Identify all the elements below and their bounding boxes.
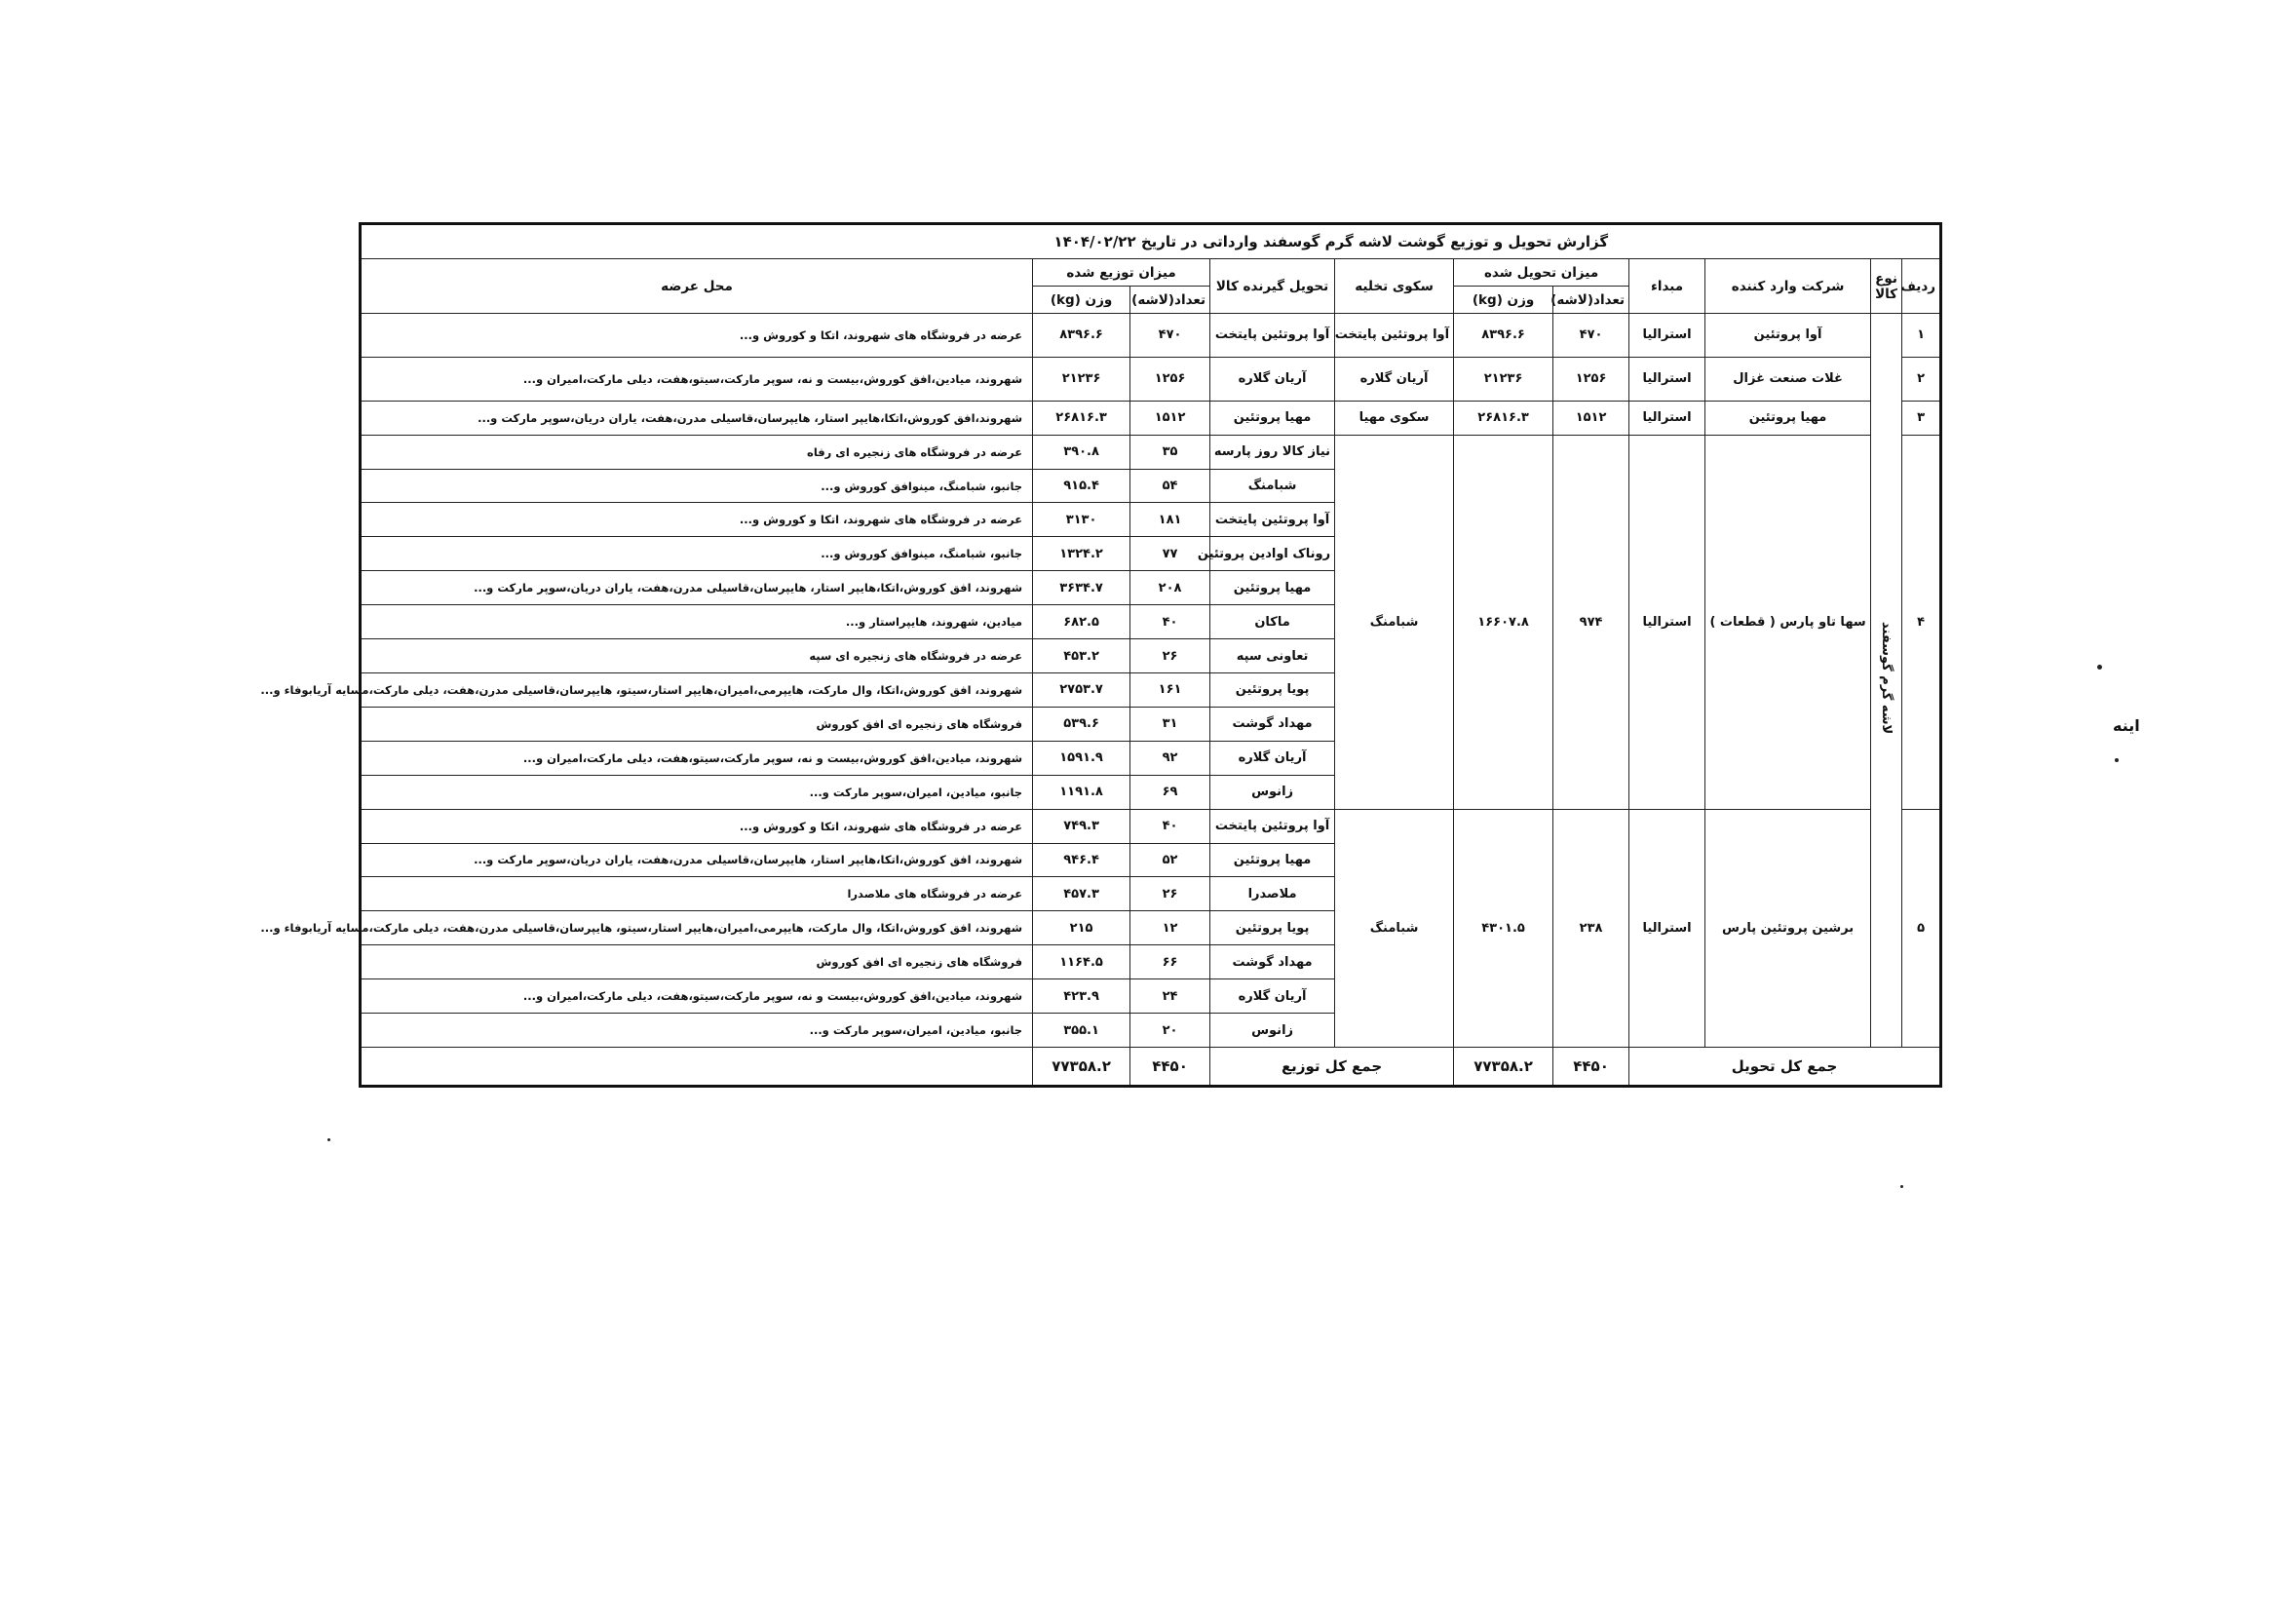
total-distributed-weight: ۷۷۳۵۸.۲ (1033, 1048, 1130, 1087)
header-delivered-count: تعداد(لاشه) (1553, 287, 1629, 314)
cell-importer: برشین پروتئین پارس (1705, 809, 1871, 1047)
cell-importer: سها تاو پارس ( قطعات ) (1705, 435, 1871, 809)
cell-place: شهروند، افق کوروش،اتکا،هایپر استار، هایپرسان،قاسیلی مدرن،هفت، یاران دریان،سوپر مارکت و... (361, 571, 1033, 605)
cell-receiver: مهیا پروتئین (1210, 401, 1335, 435)
cell-distributed-count: ۱۵۱۲ (1130, 401, 1210, 435)
cell-row-number: ۵ (1902, 809, 1941, 1047)
cell-receiver: مهداد گوشت (1210, 945, 1335, 979)
cell-importer: مهیا پروتئین (1705, 401, 1871, 435)
cell-place: شهروند، افق کوروش،اتکا،هایپر استار، هایپرسان،قاسیلی مدرن،هفت، یاران دریان،سوپر مارکت و... (361, 843, 1033, 877)
cell-origin: استرالیا (1629, 314, 1705, 358)
cell-place: شهروند، میادین،افق کوروش،بیست و نه، سوپر مارکت،سیتو،هفت، دیلی مارکت،امیران و... (361, 741, 1033, 775)
cell-place: جانبو، میادین، امیران،سوپر مارکت و... (361, 775, 1033, 809)
cell-distributed-count: ۲۰۸ (1130, 571, 1210, 605)
cell-receiver: آوا پروتئین پایتخت (1210, 809, 1335, 843)
header-distributed-weight: وزن (kg) (1033, 287, 1130, 314)
table-row (361, 357, 1941, 401)
cell-distributed-count: ۱۸۱ (1130, 503, 1210, 537)
header-place: محل عرضه (361, 259, 1033, 314)
cell-receiver: ماکان (1210, 605, 1335, 639)
cell-receiver: مهداد گوشت (1210, 707, 1335, 741)
cell-distributed-count: ۷۷ (1130, 537, 1210, 571)
cell-delivered-count: ۱۵۱۲ (1553, 401, 1629, 435)
report-title: گزارش تحویل و توزیع گوشت لاشه گرم گوسفند وارداتی در تاریخ ۱۴۰۴/۰۲/۲۲ (361, 224, 1941, 259)
cell-place: عرضه در فروشگاه های شهروند، اتکا و کوروش و... (361, 809, 1033, 843)
cell-row-number: ۲ (1902, 357, 1941, 401)
cell-receiver: روناک اوادین پروتئین (1210, 537, 1335, 571)
cell-receiver: آوا پروتئین پایتخت (1210, 503, 1335, 537)
cell-receiver: آوا پروتئین پایتخت (1210, 314, 1335, 358)
cell-delivered-weight: ۱۶۶۰۷.۸ (1454, 435, 1553, 809)
cell-distributed-weight: ۱۵۹۱.۹ (1033, 741, 1130, 775)
header-row: ردیف (1902, 259, 1941, 314)
cell-distributed-weight: ۴۵۷.۳ (1033, 877, 1130, 911)
cell-distributed-weight: ۳۹۰.۸ (1033, 435, 1130, 469)
total-delivered-label: جمع کل تحویل (1629, 1048, 1941, 1087)
cell-delivered-weight: ۴۳۰۱.۵ (1454, 809, 1553, 1047)
cell-distributed-weight: ۱۱۹۱.۸ (1033, 775, 1130, 809)
table-row (361, 809, 1941, 843)
cell-distributed-weight: ۴۲۳.۹ (1033, 979, 1130, 1014)
cell-place: جانبو، شبامنگ، مینوافق کوروش و... (361, 469, 1033, 503)
cell-delivered-weight: ۲۱۲۳۶ (1454, 357, 1553, 401)
report-sheet (260, 222, 1939, 1088)
total-distributed-label: جمع کل توزیع (1210, 1048, 1454, 1087)
cell-place: جانبو، شبامنگ، مینوافق کوروش و... (361, 537, 1033, 571)
cell-distributed-count: ۴۰ (1130, 605, 1210, 639)
cell-distributed-count: ۳۱ (1130, 707, 1210, 741)
cell-delivered-weight: ۸۳۹۶.۶ (1454, 314, 1553, 358)
cell-importer: آوا پروتئین (1705, 314, 1871, 358)
cell-distributed-weight: ۵۳۹.۶ (1033, 707, 1130, 741)
header-distributed-count: تعداد(لاشه) (1130, 287, 1210, 314)
cell-distributed-count: ۲۰ (1130, 1014, 1210, 1048)
cell-distributed-weight: ۸۳۹۶.۶ (1033, 314, 1130, 358)
header-importer: شرکت وارد کننده (1705, 259, 1871, 314)
header-goods-type: نوع کالا (1871, 259, 1902, 314)
cell-distributed-weight: ۹۱۵.۴ (1033, 469, 1130, 503)
cell-distributed-weight: ۲۶۸۱۶.۳ (1033, 401, 1130, 435)
cell-distributed-weight: ۶۸۲.۵ (1033, 605, 1130, 639)
cell-distributed-count: ۵۲ (1130, 843, 1210, 877)
report-table (260, 222, 1942, 1088)
total-delivered-weight: ۷۷۳۵۸.۲ (1454, 1048, 1553, 1087)
cell-goods-type (1871, 314, 1902, 1048)
cell-importer: غلات صنعت غزال (1705, 357, 1871, 401)
cell-unloading: شبامنگ (1335, 435, 1454, 809)
cell-place: میادین، شهروند، هایپراستار و... (361, 605, 1033, 639)
cell-receiver: آریان گلاره (1210, 357, 1335, 401)
cell-receiver: زانوس (1210, 1014, 1335, 1048)
cell-distributed-count: ۵۴ (1130, 469, 1210, 503)
cell-receiver: پویا پروتئین (1210, 911, 1335, 945)
cell-distributed-weight: ۳۶۳۴.۷ (1033, 571, 1130, 605)
table-row (361, 314, 1941, 358)
cell-receiver: تعاونی سپه (1210, 639, 1335, 673)
cell-distributed-count: ۴۷۰ (1130, 314, 1210, 358)
cell-unloading: آوا پروتئین پایتخت (1335, 314, 1454, 358)
cell-distributed-count: ۱۲۵۶ (1130, 357, 1210, 401)
cell-row-number: ۱ (1902, 314, 1941, 358)
cell-place: شهروند، میادین،افق کوروش،بیست و نه، سوپر مارکت،سیتو،هفت، دیلی مارکت،امیران و... (361, 357, 1033, 401)
total-delivered-count: ۴۴۵۰ (1553, 1048, 1629, 1087)
cell-receiver: آریان گلاره (1210, 979, 1335, 1014)
header-delivered-weight: وزن (kg) (1454, 287, 1553, 314)
cell-distributed-weight: ۲۷۵۳.۷ (1033, 673, 1130, 708)
cell-receiver: شبامنگ (1210, 469, 1335, 503)
total-distributed-count: ۴۴۵۰ (1130, 1048, 1210, 1087)
cell-receiver: ملاصدرا (1210, 877, 1335, 911)
cell-delivered-weight: ۲۶۸۱۶.۳ (1454, 401, 1553, 435)
cell-place: عرضه در فروشگاه های شهروند، اتکا و کوروش و... (361, 503, 1033, 537)
goods-type-text: لاشه گرم گوسفند (1879, 622, 1894, 735)
cell-distributed-weight: ۳۵۵.۱ (1033, 1014, 1130, 1048)
cell-place: شهروند، افق کوروش،اتکا، وال مارکت، هایپرمی،امیران،هایپر استار،سیتو، هایپرسان،قاسیلی مدرن،هفت، دیلی مارکت،مسایه آریابوفاء و... (361, 673, 1033, 708)
cell-origin: استرالیا (1629, 357, 1705, 401)
cell-place: عرضه در فروشگاه های زنجیره ای رفاه (361, 435, 1033, 469)
cell-distributed-weight: ۲۱۲۳۶ (1033, 357, 1130, 401)
cell-receiver: آریان گلاره (1210, 741, 1335, 775)
cell-place: عرضه در فروشگاه های شهروند، اتکا و کوروش و... (361, 314, 1033, 358)
cell-delivered-count: ۱۲۵۶ (1553, 357, 1629, 401)
cell-place: جانبو، میادین، امیران،سوپر مارکت و... (361, 1014, 1033, 1048)
header-origin: مبداء (1629, 259, 1705, 314)
cell-distributed-count: ۱۲ (1130, 911, 1210, 945)
speck-dot (327, 1138, 330, 1141)
cell-receiver: زانوس (1210, 775, 1335, 809)
margin-note: اینه (2113, 716, 2140, 735)
cell-receiver: مهیا پروتئین (1210, 571, 1335, 605)
cell-distributed-count: ۶۶ (1130, 945, 1210, 979)
cell-distributed-count: ۹۲ (1130, 741, 1210, 775)
cell-distributed-weight: ۲۱۵ (1033, 911, 1130, 945)
cell-origin: استرالیا (1629, 809, 1705, 1047)
table-row (361, 435, 1941, 469)
cell-distributed-weight: ۱۱۶۴.۵ (1033, 945, 1130, 979)
header-distributed: میزان توزیع شده (1033, 259, 1210, 287)
cell-distributed-weight: ۳۱۳۰ (1033, 503, 1130, 537)
cell-distributed-weight: ۱۳۲۴.۲ (1033, 537, 1130, 571)
cell-place: فروشگاه های زنجیره ای افق کوروش (361, 707, 1033, 741)
cell-receiver: مهیا پروتئین (1210, 843, 1335, 877)
cell-receiver: پویا پروتئین (1210, 673, 1335, 708)
cell-place: شهروند، میادین،افق کوروش،بیست و نه، سوپر مارکت،سیتو،هفت، دیلی مارکت،امیران و... (361, 979, 1033, 1014)
header-delivered: میزان تحویل شده (1454, 259, 1629, 287)
cell-origin: استرالیا (1629, 435, 1705, 809)
cell-row-number: ۴ (1902, 435, 1941, 809)
cell-unloading: سکوی مهیا (1335, 401, 1454, 435)
cell-delivered-count: ۲۳۸ (1553, 809, 1629, 1047)
cell-place: عرضه در فروشگاه های زنجیره ای سپه (361, 639, 1033, 673)
speck-dot (2115, 758, 2119, 762)
cell-place: شهروند،افق کوروش،اتکا،هایپر استار، هایپرسان،قاسیلی مدرن،هفت، یاران دریان،سوپر مارکت و... (361, 401, 1033, 435)
table-row (361, 401, 1941, 435)
cell-origin: استرالیا (1629, 401, 1705, 435)
header-unloading: سکوی تخلیه (1335, 259, 1454, 314)
cell-distributed-count: ۴۰ (1130, 809, 1210, 843)
cell-delivered-count: ۴۷۰ (1553, 314, 1629, 358)
speck-dot (1900, 1185, 1903, 1188)
cell-unloading: آریان گلاره (1335, 357, 1454, 401)
cell-distributed-weight: ۹۴۶.۴ (1033, 843, 1130, 877)
cell-distributed-weight: ۷۴۹.۳ (1033, 809, 1130, 843)
cell-distributed-count: ۶۹ (1130, 775, 1210, 809)
cell-row-number: ۳ (1902, 401, 1941, 435)
cell-unloading: شبامنگ (1335, 809, 1454, 1047)
totals-row (361, 1048, 1941, 1087)
report-body (260, 314, 1941, 1048)
speck-dot (2097, 665, 2102, 670)
cell-distributed-count: ۱۶۱ (1130, 673, 1210, 708)
cell-distributed-weight: ۴۵۳.۲ (1033, 639, 1130, 673)
cell-delivered-count: ۹۷۴ (1553, 435, 1629, 809)
cell-distributed-count: ۲۴ (1130, 979, 1210, 1014)
cell-place: شهروند، افق کوروش،اتکا، وال مارکت، هایپرمی،امیران،هایپر استار،سیتو، هایپرسان،قاسیلی مدرن،هفت، دیلی مارکت،مسایه آریابوفاء و... (361, 911, 1033, 945)
cell-distributed-count: ۲۶ (1130, 877, 1210, 911)
cell-receiver: نیاز کالا روز پارسه (1210, 435, 1335, 469)
cell-distributed-count: ۳۵ (1130, 435, 1210, 469)
header-receiver: تحویل گیرنده کالا (1210, 259, 1335, 314)
cell-place: فروشگاه های زنجیره ای افق کوروش (361, 945, 1033, 979)
total-place-empty (361, 1048, 1033, 1087)
cell-place: عرضه در فروشگاه های ملاصدرا (361, 877, 1033, 911)
cell-distributed-count: ۲۶ (1130, 639, 1210, 673)
